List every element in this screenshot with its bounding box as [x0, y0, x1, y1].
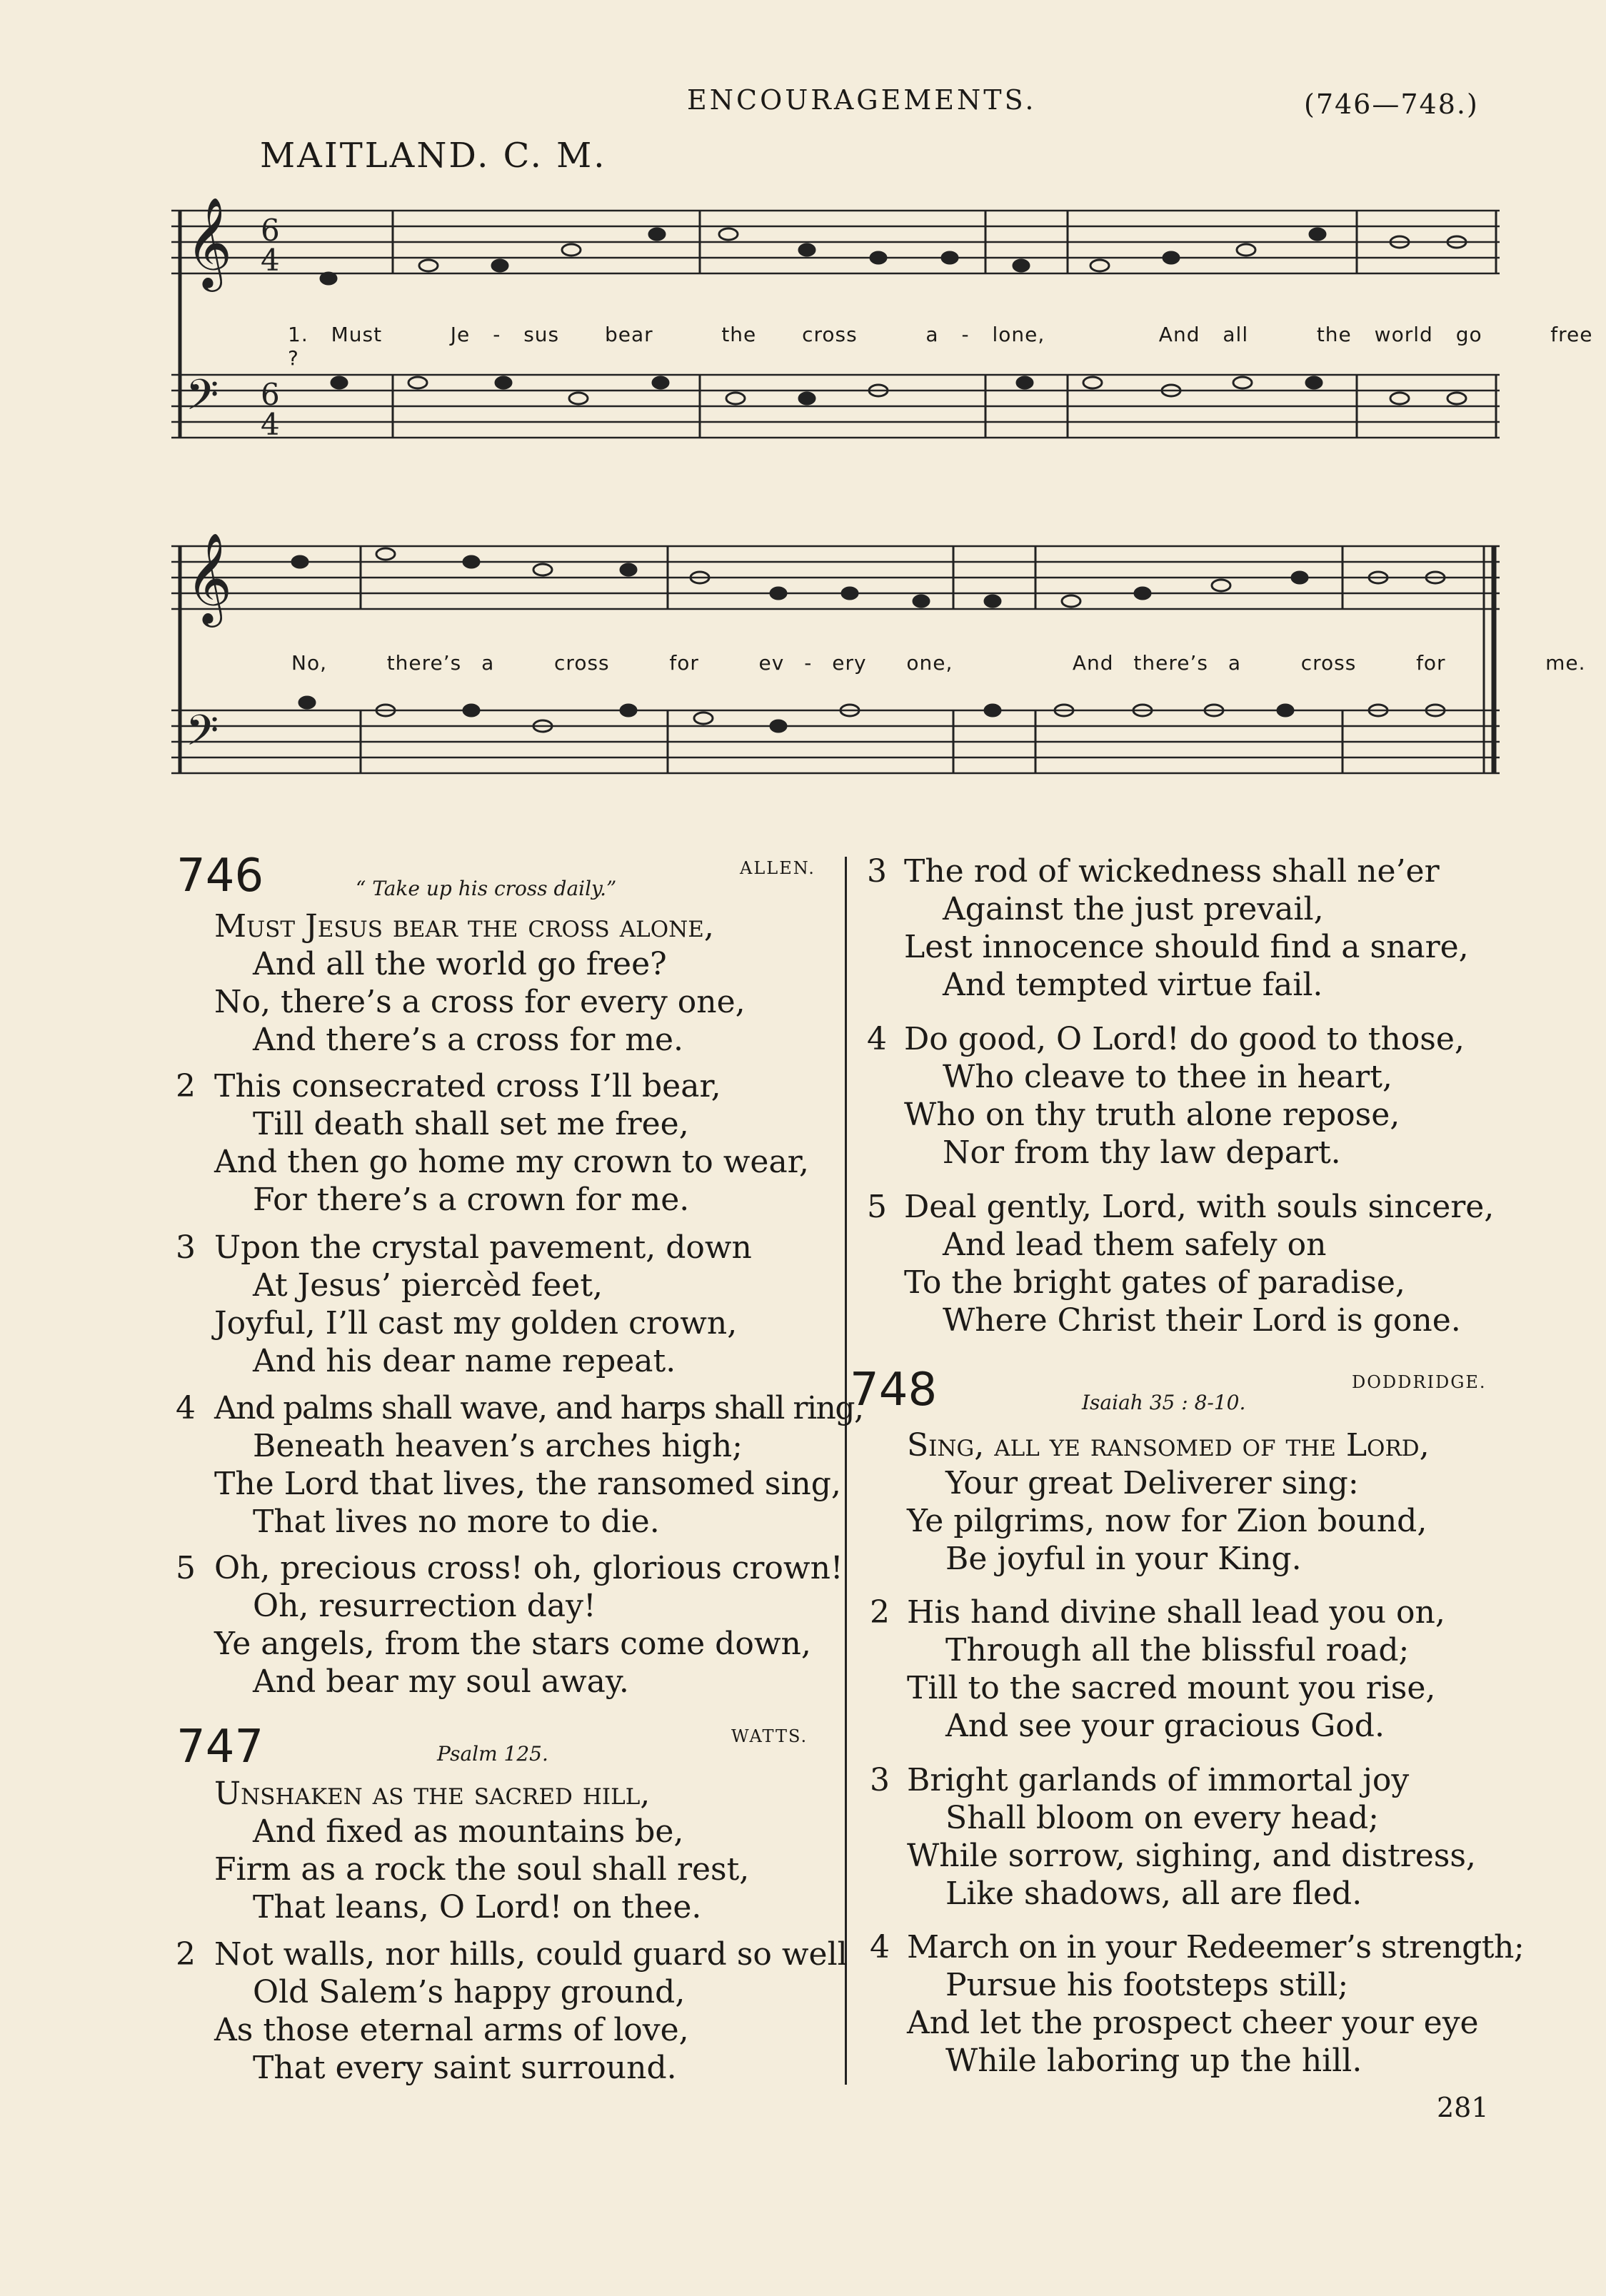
verse-line: Who on thy truth alone repose, [904, 1097, 1400, 1133]
time-signature-bottom: 4 [261, 243, 280, 278]
verse-line: Through all the blissful road; [945, 1632, 1410, 1668]
verse-line: Must Jesus bear the cross alone, [214, 908, 714, 945]
verse-number: 5 [867, 1189, 887, 1225]
hymn-range: (746—748.) [1304, 89, 1479, 120]
verse-line: Bright garlands of immortal joy [907, 1762, 1410, 1798]
verse-line: Pursue his footsteps still; [945, 1967, 1349, 2003]
verse-line: The Lord that lives, the ransomed sing, [214, 1466, 841, 1502]
verse-line: This consecrated cross I’ll bear, [214, 1068, 721, 1104]
verse-number: 2 [176, 1068, 196, 1104]
verse-line: Against the just prevail, [943, 891, 1324, 927]
running-header: ENCOURAGEMENTS. [687, 84, 1037, 116]
verse-line: And tempted virtue fail. [943, 967, 1323, 1003]
time-signature-top: 6 [261, 213, 280, 248]
verse-line: And see your gracious God. [945, 1708, 1385, 1744]
time-signature-top: 6 [261, 377, 280, 412]
hymn-epigraph: Isaiah 35 : 8-10. [1082, 1391, 1246, 1414]
verse-line: Oh, precious cross! oh, glorious crown! [214, 1550, 843, 1586]
verse-line: Nor from thy law depart. [943, 1134, 1341, 1171]
verse-line: Shall bloom on every head; [945, 1800, 1379, 1836]
hymn-number: 748 [850, 1364, 938, 1416]
verse-line: Who cleave to thee in heart, [943, 1059, 1392, 1095]
verse-line: And fixed as mountains be, [253, 1813, 684, 1850]
notes [321, 228, 1466, 404]
verse-line: Oh, resurrection day! [253, 1588, 596, 1624]
verse-line: Till to the sacred mount you rise, [907, 1670, 1436, 1706]
verse-line: While laboring up the hill. [945, 2043, 1362, 2079]
verse-line: And there’s a cross for me. [253, 1022, 684, 1058]
verse-number: 2 [176, 1936, 196, 1973]
verse-number: 4 [176, 1390, 196, 1426]
hymn-epigraph: “ Take up his cross daily.” [356, 877, 617, 900]
verse-line: Old Salem’s happy ground, [253, 1974, 686, 2010]
verse-line: Like shadows, all are fled. [945, 1875, 1362, 1912]
verse-line: As those eternal arms of love, [214, 2012, 689, 2048]
bass-clef-icon: 𝄢 [186, 705, 219, 765]
verse-line: And palms shall wave, and harps shall ring, [214, 1390, 863, 1426]
verse-line: No, there’s a cross for every one, [214, 984, 746, 1020]
verse-line: Lest innocence should find a snare, [904, 929, 1469, 965]
verse-line: And his dear name repeat. [253, 1343, 676, 1379]
hymn-author: DODDRIDGE. [1352, 1372, 1487, 1392]
verse-line: And then go home my crown to wear, [214, 1144, 809, 1180]
verse-line: Till death shall set me free, [253, 1106, 689, 1142]
verse-line: And all the world go free? [253, 946, 667, 982]
verse-line: Beneath heaven’s arches high; [253, 1428, 743, 1464]
verse-line: Unshaken as the sacred hill, [214, 1776, 651, 1812]
verse-line: His hand divine shall lead you on, [907, 1594, 1445, 1631]
verse-line: And bear my soul away. [253, 1663, 629, 1700]
hymn-number: 747 [176, 1721, 264, 1773]
verse-line: Firm as a rock the soul shall rest, [214, 1851, 750, 1888]
page-number: 281 [1437, 2092, 1489, 2123]
hymn-author: WATTS. [731, 1726, 808, 1746]
verse-number: 3 [870, 1762, 890, 1798]
hymn-epigraph: Psalm 125. [437, 1742, 548, 1766]
verse-line: Deal gently, Lord, with souls sincere, [904, 1189, 1495, 1225]
verse-line: The rod of wickedness shall ne’er [904, 853, 1440, 890]
verse-number: 5 [176, 1550, 196, 1586]
lyrics-line-2: No, there’s a cross for ev - ery one, And there’s a cross for me. [291, 651, 1586, 675]
verse-line: Do good, O Lord! do good to those, [904, 1021, 1465, 1057]
verse-line: While sorrow, sighing, and distress, [907, 1838, 1476, 1874]
verse-number: 3 [176, 1229, 196, 1266]
hymn-author: ALLEN. [740, 858, 815, 878]
verse-line: At Jesus’ piercèd feet, [253, 1267, 603, 1304]
verse-line: Ye pilgrims, now for Zion bound, [907, 1503, 1427, 1539]
verse-line: Not walls, nor hills, could guard so well [214, 1936, 848, 1973]
verse-number: 4 [870, 1929, 890, 1965]
verse-line: Where Christ their Lord is gone. [943, 1302, 1461, 1339]
verse-line: Your great Deliverer sing: [945, 1465, 1359, 1501]
verse-number: 3 [867, 853, 887, 890]
verse-line: Sing, all ye ransomed of the Lord, [907, 1427, 1430, 1464]
verse-line: Ye angels, from the stars come down, [214, 1626, 811, 1662]
treble-staff [171, 211, 1500, 273]
verse-line: That leans, O Lord! on thee. [253, 1889, 702, 1925]
verse-line: Joyful, I’ll cast my golden crown, [214, 1305, 738, 1341]
verse-line: Be joyful in your King. [945, 1541, 1302, 1577]
treble-clef-icon: 𝄞 [186, 532, 233, 623]
tune-name: MAITLAND. C. M. [260, 136, 607, 176]
verse-line: For there’s a crown for me. [253, 1182, 690, 1218]
column-divider [845, 857, 847, 2085]
bass-staff [171, 375, 1500, 438]
time-signature-bottom: 4 [261, 407, 280, 442]
hymn-number: 746 [176, 850, 264, 902]
treble-clef-icon: 𝄞 [186, 196, 233, 288]
verse-line: That lives no more to die. [253, 1504, 660, 1540]
verse-line: And let the prospect cheer your eye [907, 2005, 1479, 2041]
verse-line: March on in your Redeemer’s strength; [907, 1929, 1525, 1965]
verse-line: And lead them safely on [943, 1227, 1327, 1263]
verse-line: To the bright gates of paradise, [904, 1264, 1405, 1301]
verse-number: 4 [867, 1021, 887, 1057]
verse-number: 2 [870, 1594, 890, 1631]
verse-line: Upon the crystal pavement, down [214, 1229, 752, 1266]
verse-line: That every saint surround. [253, 2050, 677, 2086]
bass-clef-icon: 𝄢 [186, 370, 219, 430]
lyrics-line-1: 1. Must Je - sus bear the cross a - lone, And all the world go free ? [288, 323, 1593, 370]
